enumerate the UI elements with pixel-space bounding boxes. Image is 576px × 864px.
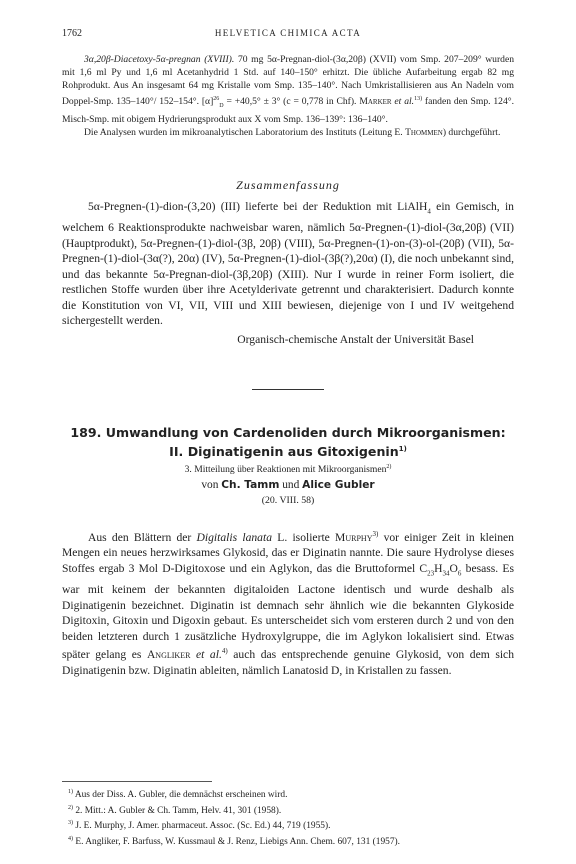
summary-heading: Zusammenfassung (236, 178, 340, 192)
experimental-paragraph-2: Die Analysen wurden im mikroanalytischen Laboratorium des Instituts (Leitung E. Thommen) durchgeführt. (84, 127, 501, 139)
footnote-2: $^{2)}$ 2. Mitt.: A. Gubler & Ch. Tamm, Helv. 41, 301 (1958). (68, 804, 282, 816)
author-name: Murphy (335, 530, 373, 544)
body-paragraph: Aus den Blättern der Digitalis lanata L. isolierte Murphy$^{3)}$ vor einiger Zeit in kleinen Mengen ein neues herzwirksames Glykosid, das er Diginatin nannte. Die saure Hydrolyse dieses Stoffes ergab 3 Mol D-Digitoxose und ein Aglykon, das die Bruttoformel $C_{23}H_{34}O_6$ besass. Es war mit keinem der bekannten digitaloiden Lactone identisch und wurde deshalb als Diginatigenin bezeichnet. Diginatin ist demnach sehr ähnlich wie die bekannten Glykoside Digitoxin, Gitoxin und Digoxin gebaut. Es unterscheidet sich vom ersteren durch 2 und von den beiden letzteren durch 1 zusätzliche Hydroxylgruppe, die im Aglykon lokalisiert sind. Etwas später gelang es Angliker et al.$^{4)}$ auch das entsprechende genuine Glykosid, von dem sich Diginatigenin bzw. Diginatin ableiten, nämlich Lanatosid D, in Kristallen zu fassen. (62, 530, 514, 677)
article-authors: von Ch. Tamm und Alice Gubler (201, 479, 375, 492)
summary-section (62, 178, 514, 348)
author-name: Thommen (405, 127, 443, 139)
article-title-line-2: II. Diginatigenin aus Gitoxigenin$^{1)}$ (169, 444, 407, 460)
author-2: Alice Gubler (302, 479, 375, 492)
running-header (62, 28, 514, 42)
institution-signature: Organisch-chemische Anstalt der Universität Basel (237, 333, 474, 347)
summary-paragraph: 5α-Pregnen-(1)-dion-(3,20) (III) lieferte bei der Reduktion mit LiAlH$_4$ ein Gemisch, in welchem 6 Reaktionsprodukte nachweisbar waren, nämlich 5α-Pregnen-(1)-diol-(3α,20β) (VII) (Hauptprodukt), 5α-Pregnen-(1)-diol-(3β, 20β) (VIII), 5α-Pregnen-(1)-on-(3)-ol-(20β) (VII), 5α-Pregnen-(1)-diol-(3α(?), 20α) (IV), 5α-Pregnen-(1)-diol-(3β(?),20α) (I), die noch unbekannt sind, und das bekannte 5α-Pregnan-diol-(3β,20β) (XIII). Nur I wurde in reiner Form isoliert, die restlichen Stoffe wurden über ihre Acetylderivate getrennt und charakterisiert. Dadurch konnte die Konstitution von VI, VII, VIII und XIII bewiesen, diejenige von I und IV weitgehend sichergestellt werden. (62, 200, 514, 328)
author-name: Angliker (146, 648, 191, 662)
footnote-ref: 1) (398, 445, 407, 453)
compound-heading: 3α,20β-Diacetoxy-5α-pregnan (84, 54, 201, 65)
footnote-divider (62, 781, 212, 782)
footnote-ref: 2) (386, 464, 392, 471)
page-number: 1762 (62, 28, 82, 39)
article-body (62, 527, 514, 678)
author-name: Marker (359, 95, 392, 107)
article-header (62, 424, 514, 508)
article-title-line-1: 189. Umwandlung von Cardenoliden durch Mikroorganismen: (70, 425, 506, 440)
experimental-paragraph-1: 3α,20β-Diacetoxy-5α-pregnan (XVIII). 70 mg 5α-Pregnan-diol-(3α,20β) (XVII) vom Smp. 207–209° wurden mit 1,6 ml Py und 1,6 ml Acetanhydrid 1 Std. auf 140–150° erhitzt. Die übliche Aufarbeitung ergab 82 mg Rohprodukt. Aus An insgesamt 64 mg Kristalle vom Smp. 135–140°. Nach Umkristallisieren aus An Nadeln vom Doppel-Smp. 135–140°/ 152–154°. $[\alpha]^{26}_D = +40,5^\circ \pm 3^\circ$ (c = 0,778 in Chf). Marker et al.$^{13)}$ fanden den Smp. 124°. Misch-Smp. mit obigem Hydrierungsprodukt aux X vom Smp. 136–139°: 136–140°. (62, 54, 515, 125)
footnote-ref: 4) (221, 647, 228, 656)
species-name: Digitalis lanata (196, 530, 272, 544)
footnote-4: $^{4)}$ E. Angliker, F. Barfuss, W. Kussmaul & J. Renz, Liebigs Ann. Chem. 607, 131 (1957). (68, 836, 400, 848)
footnote-1: $^{1)}$ Aus der Diss. A. Gubler, die demnächst erscheinen wird. (68, 789, 288, 801)
author-1: Ch. Tamm (221, 479, 280, 492)
experimental-section (62, 53, 514, 139)
footnotes (62, 786, 514, 849)
footnote-ref: 13) (414, 95, 423, 102)
section-divider (252, 389, 324, 390)
received-date: (20. VIII. 58) (261, 495, 315, 507)
footnote-ref: 3) (372, 530, 379, 538)
journal-title: HELVETICA CHIMICA ACTA (214, 28, 362, 38)
footnote-3: $^{3)}$ J. E. Murphy, J. Amer. pharmaceut. Assoc. (Sc. Ed.) 44, 719 (1955). (68, 820, 331, 832)
article-subtitle: 3. Mitteilung über Reaktionen mit Mikroorganismen$^{2)}$ (184, 464, 392, 476)
